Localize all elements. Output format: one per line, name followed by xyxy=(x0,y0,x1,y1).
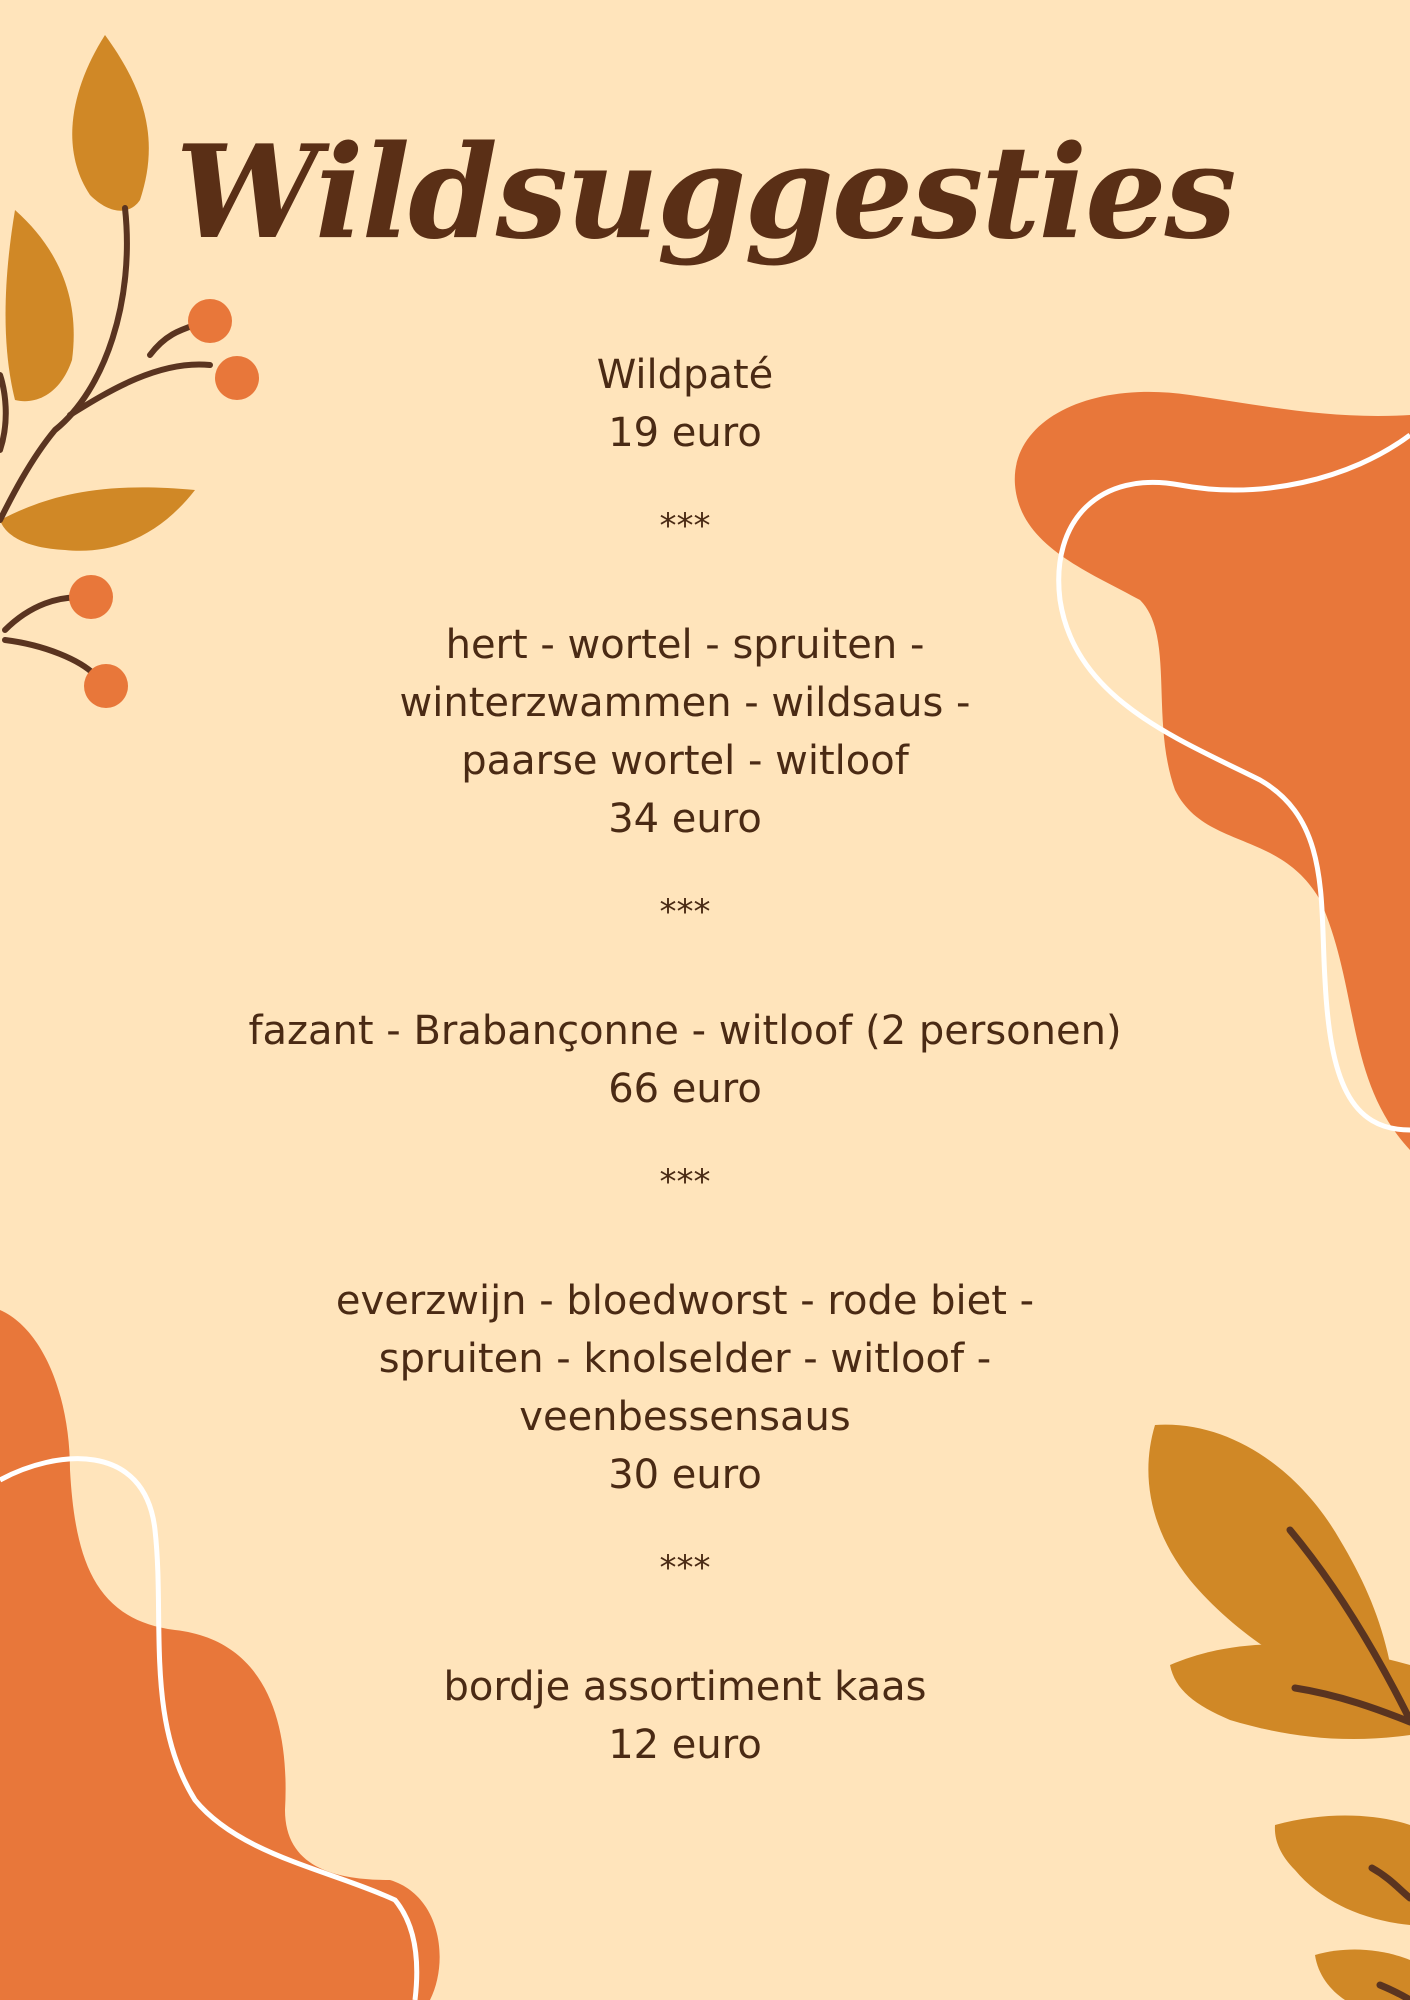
menu-item-description: spruiten - knolselder - witloof - xyxy=(378,1336,992,1382)
separator: *** xyxy=(659,506,711,546)
menu-item-price: 66 euro xyxy=(608,1066,762,1112)
menu-item-description: veenbessensaus xyxy=(519,1394,851,1440)
menu-item-description: paarse wortel - witloof xyxy=(461,738,909,784)
stem-top-left-branch-2 xyxy=(150,325,195,355)
menu-item-price: 12 euro xyxy=(608,1722,762,1768)
menu-item-description: hert - wortel - spruiten - xyxy=(445,622,925,668)
leaf-top-left-3 xyxy=(0,487,195,550)
menu-item-price: 19 euro xyxy=(608,410,762,456)
menu-item xyxy=(200,1272,1170,1504)
menu-item xyxy=(200,616,1170,848)
menu-item-description: fazant - Brabançonne - witloof (2 personen) xyxy=(248,1008,1122,1054)
menu-item xyxy=(200,346,1170,462)
stem-top-left-branch-3 xyxy=(0,375,6,450)
separator: *** xyxy=(659,1548,711,1588)
menu-item xyxy=(200,1658,1170,1774)
menu-item-price: 34 euro xyxy=(608,796,762,842)
separator: *** xyxy=(659,892,711,932)
berry-1 xyxy=(188,299,232,343)
menu-item xyxy=(200,1002,1170,1118)
menu-item-description: everzwijn - bloedworst - rode biet - xyxy=(335,1278,1035,1324)
menu-item-description: bordje assortiment kaas xyxy=(443,1664,927,1710)
page-title: Wildsuggesties xyxy=(175,118,1235,268)
menu-item-description: Wildpaté xyxy=(596,352,774,398)
leaf-bottom-right-3 xyxy=(1275,1816,1410,1925)
berry-4 xyxy=(84,664,128,708)
menu-item-description: winterzwammen - wildsaus - xyxy=(399,680,971,726)
menu-item-price: 30 euro xyxy=(608,1452,762,1498)
berry-3 xyxy=(69,575,113,619)
menu-list xyxy=(200,346,1170,1774)
separator: *** xyxy=(659,1162,711,1202)
